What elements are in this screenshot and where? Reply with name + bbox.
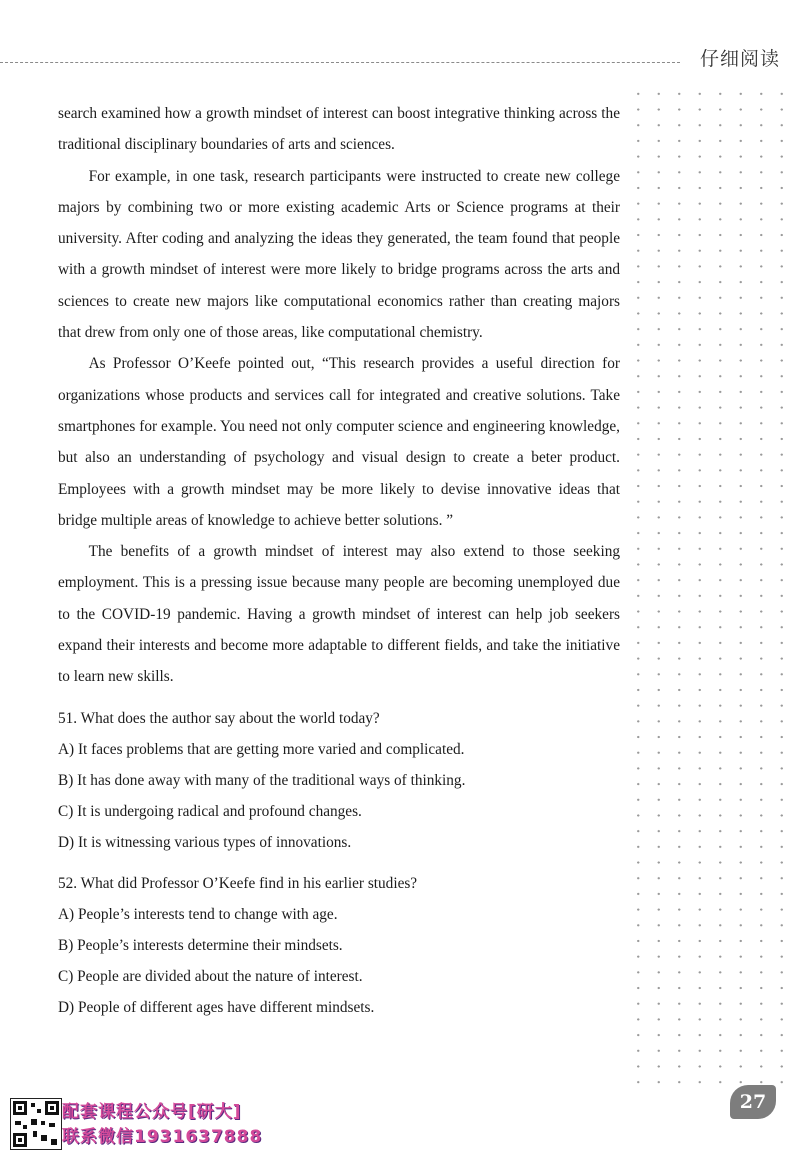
qr-code-icon xyxy=(10,1098,62,1150)
option-d[interactable]: D) People of different ages have different mindsets. xyxy=(58,998,375,1016)
question-52 xyxy=(58,868,620,1023)
article-body xyxy=(58,98,620,1023)
paragraph: For example, in one task, research participants were instructed to create new college majors by combining two or more existing academic Arts or Science programs at their university. After coding and analyzing the ideas they generated, the team found that people with a growth mindset of interest were more likely to bridge programs across the arts and sciences to create new majors like computational economics rather than creating majors that drew from only one of those areas, like computational chemistry. xyxy=(58,167,620,342)
watermark-line-1: 配套课程公众号[研大] xyxy=(62,1102,242,1122)
option-b[interactable]: B) It has done away with many of the traditional ways of thinking. xyxy=(58,771,466,789)
watermark-line-2: 联系微信1931637888 xyxy=(62,1127,263,1147)
header-rule xyxy=(0,62,680,63)
paragraph: As Professor O’Keefe pointed out, “This research provides a useful direction for organizations whose products and services call for integrated and creative solutions. Take smartphones for example. You need not only computer science and engineering knowledge, but also an understanding of psychology and visual design to create a beter product. Employees with a growth mindset may be more likely to devise innovative ideas that bridge multiple areas of knowledge to achieve better solutions. ” xyxy=(58,355,620,529)
paragraph-continued: search examined how a growth mindset of interest can boost integrative thinking across the traditional disciplinary boundaries of arts and sciences. xyxy=(58,105,620,154)
dot-grid-margin xyxy=(628,86,788,1086)
question-stem: 52. What did Professor O’Keefe find in his earlier studies? xyxy=(58,874,418,892)
option-a[interactable]: A) People’s interests tend to change with age. xyxy=(58,905,338,923)
question-stem: 51. What does the author say about the world today? xyxy=(58,709,380,727)
question-51 xyxy=(58,703,620,858)
page-number-badge: 27 xyxy=(730,1085,776,1119)
option-c[interactable]: C) It is undergoing radical and profound changes. xyxy=(58,802,362,820)
section-title: 仔细阅读 xyxy=(700,48,781,70)
option-d[interactable]: D) It is witnessing various types of innovations. xyxy=(58,833,352,851)
option-a[interactable]: A) It faces problems that are getting more varied and complicated. xyxy=(58,740,465,758)
paragraph: The benefits of a growth mindset of interest may also extend to those seeking employment. This is a pressing issue because many people are becoming unemployed due to the COVID-19 pandemic. Having a growth mindset of interest can help job seekers expand their interests and become more adaptable to different fields, and take the initiative to learn new skills. xyxy=(58,543,620,686)
option-c[interactable]: C) People are divided about the nature of interest. xyxy=(58,967,363,985)
option-b[interactable]: B) People’s interests determine their mindsets. xyxy=(58,936,343,954)
